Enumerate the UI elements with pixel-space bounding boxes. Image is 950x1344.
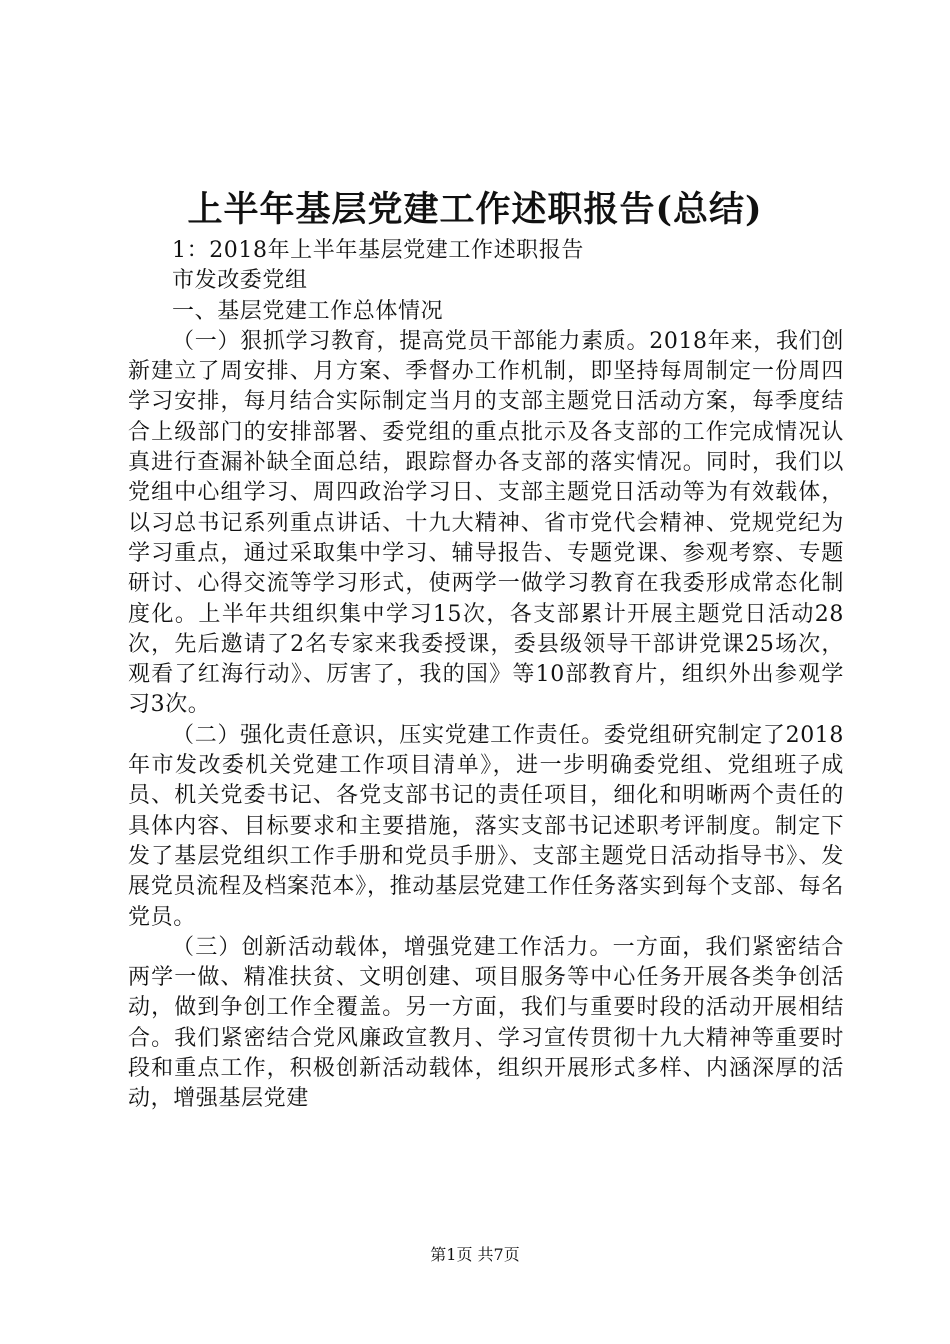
report-subtitle: 1：2018年上半年基层党建工作述职报告 (172, 238, 584, 263)
section-heading: 一、基层党建工作总体情况 (172, 298, 444, 324)
document-title: 上半年基层党建工作述职报告(总结) (187, 189, 763, 230)
paragraph-1: （一）狠抓学习教育，提高党员干部能力素质。2018年来，我们创新建立了周安排、月方案、季督办工作机制，即坚持每周制定一份周四学习安排，每月结合实际制定当月的支部主题党日活动方案，每季度结合上级部门的安排部署、委党组的重点批示及各支部的工作完成情况认真进行查漏补缺全面总结，跟踪督办各支部的落实情况。同时，我们以党组中心组学习、周四政治学习日、支部主题党日活动等为有效载体，以习总书记系列重点讲话、十九大精神、省市党代会精神、党规党纪为学习重点，通过采取集中学习、辅导报告、专题党课、参观考察、专题研讨、心得交流等学习形式，使两学一做学习教育在我委形成常态化制度化。上半年共组织集中学习15次，各支部累计开展主题党日活动28次，先后邀请了2名专家来我委授课，委县级领导干部讲党课25场次，观看了红海行动》、厉害了，我的国》等10部教育片，组织外出参观学习3次。 (128, 328, 844, 718)
paragraph-2: （二）强化责任意识，压实党建工作责任。委党组研究制定了2018年市发改委机关党建工作项目清单》，进一步明确委党组、党组班子成员、机关党委书记、各党支部书记的责任项目，细化和明晰两个责任的具体内容、目标要求和主要措施，落实支部书记述职考评制度。制定下发了基层党组织工作手册和党员手册》、支部主题党日活动指导书》、发展党员流程及档案范本》，推动基层党建工作任务落实到每个支部、每名党员。 (128, 722, 844, 930)
page-footer: 第1页 共7页 (430, 1245, 520, 1264)
document-body (128, 236, 844, 1115)
paragraph-3: （三）创新活动载体，增强党建工作活力。一方面，我们紧密结合两学一做、精准扶贫、文明创建、项目服务等中心任务开展各类争创活动，做到争创工作全覆盖。另一方面，我们与重要时段的活动开展相结合。我们紧密结合党风廉政宣教月、学习宣传贯彻十九大精神等重要时段和重点工作，积极创新活动载体，组织开展形式多样、内涵深厚的活动，增强基层党建 (128, 934, 844, 1112)
author-line: 市发改委党组 (172, 268, 308, 294)
